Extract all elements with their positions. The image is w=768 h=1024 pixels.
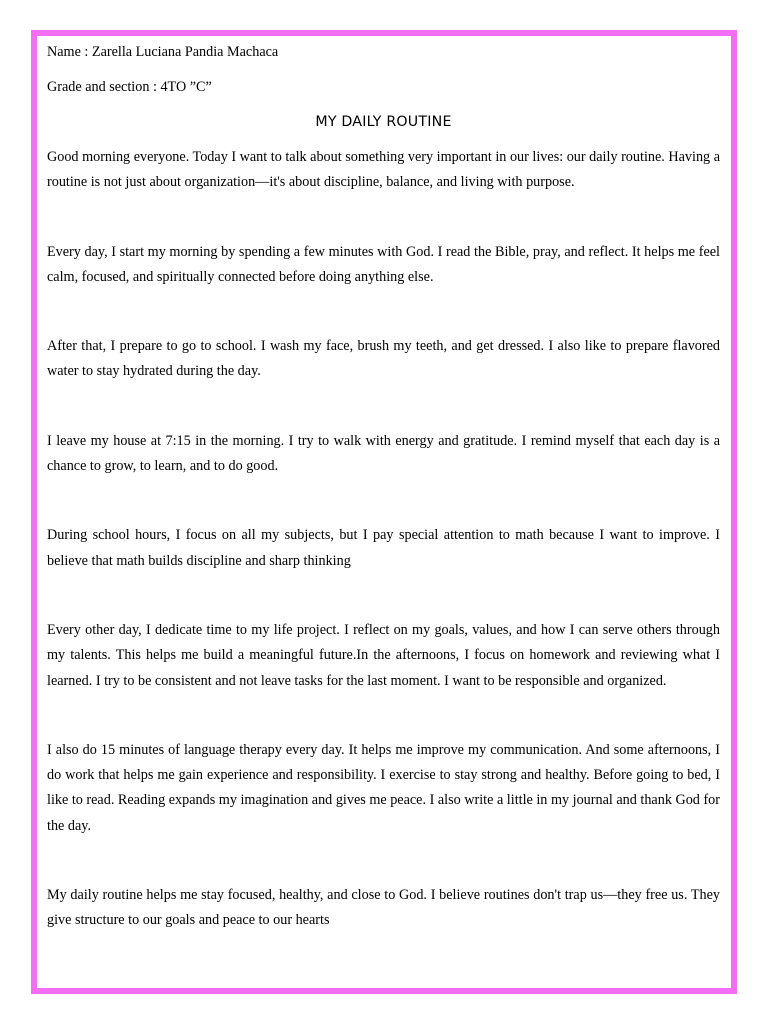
document-body [47,40,720,934]
paragraph-conclusion: My daily routine helps me stay focused, healthy, and close to God. I believe routines don't trap us—they free us. They give structure to our goals and peace to our hearts [47,887,720,929]
paragraph-morning: Every day, I start my morning by spending a few minutes with God. I read the Bible, pray, and reflect. It helps me feel calm, focused, and spiritually connected before doing anything else. [47,243,720,285]
paragraph-school: During school hours, I focus on all my subjects, but I pay special attention to math because I want to improve. I believe that math builds discipline and sharp thinking [47,527,720,569]
paragraph-prepare: After that, I prepare to go to school. I wash my face, brush my teeth, and get dressed. I also like to prepare flavored water to stay hydrated during the day. [47,338,720,380]
paragraph-life-project: Every other day, I dedicate time to my life project. I reflect on my goals, values, and how I can serve others through my talents. This helps me build a meaningful future.In the afternoons, I focus on homework and reviewing what I learned. I try to be consistent and not leave tasks for the last moment. I want to be responsible and organized. [47,621,720,689]
document-title: MY DAILY ROUTINE [315,114,452,130]
grade-section: Grade and section : 4TO ”C” [47,79,212,95]
paragraph-leave-house: I leave my house at 7:15 in the morning. I try to walk with energy and gratitude. I remind myself that each day is a chance to grow, to learn, and to do good. [47,432,720,475]
paragraph-therapy: I also do 15 minutes of language therapy every day. It helps me improve my communication. And some afternoons, I do work that helps me gain experience and responsibility. I exercise to stay strong and healthy. Before going to bed, I like to read. Reading expands my imagination and gives me peace. I also write a little in my journal and thank God for the day. [47,741,720,834]
paragraph-intro: Good morning everyone. Today I want to talk about something very important in our lives: our daily routine. Having a routine is not just about organization—it's about discipline, balance, and living with purpose. [47,149,720,191]
student-name: Name : Zarella Luciana Pandia Machaca [47,44,279,60]
